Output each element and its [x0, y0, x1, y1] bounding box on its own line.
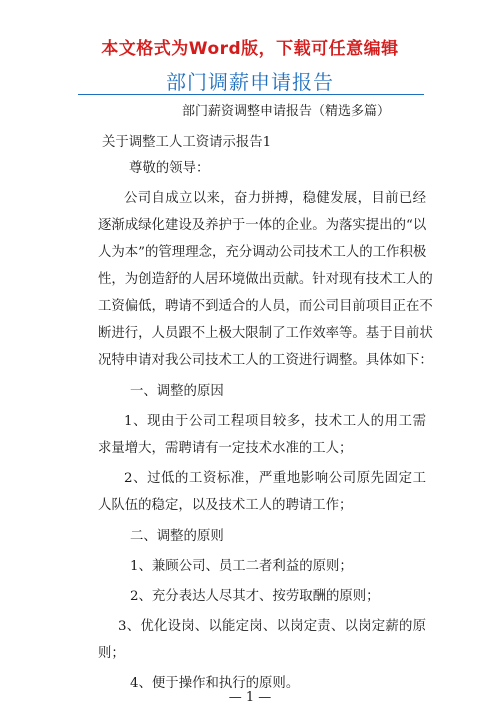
intro-line: 况特申请对我公司技术工人的工资进行调整。具体如下： — [98, 353, 433, 368]
title-underline — [78, 94, 424, 95]
list-item: 1、兼顾公司、员工二者利益的原则； — [130, 559, 353, 574]
list-item: 4、便于操作和执行的原则。 — [130, 676, 300, 691]
document-subtitle: 部门薪资调整申请报告（精选多篇） — [182, 104, 391, 119]
intro-line: 断进行，人员跟不上极大限制了工作效率等。基于目前状 — [98, 326, 433, 341]
list-item: 2、过低的工资标准，严重地影响公司原先固定工 — [124, 471, 426, 486]
document-title: 部门调薪申请报告 — [166, 70, 334, 94]
report-heading: 关于调整工人工资请示报告1 — [102, 135, 272, 150]
intro-line: 性，为创造舒的人居环境做出贡献。针对现有技术工人的 — [98, 272, 433, 287]
intro-line: 公司自成立以来，奋力拼搏，稳健发展，目前已经 — [124, 191, 426, 206]
list-item: 3、优化设岗、以能定岗、以岗定责、以岗定薪的原 — [118, 619, 426, 634]
list-item-continuation: 求量增大，需聘请有一定技术水准的工人； — [98, 441, 353, 456]
list-item: 2、充分表达人尽其才、按劳取酬的原则； — [130, 589, 380, 604]
page-number: — 1 — — [228, 690, 272, 705]
intro-line: 工资偏低，聘请不到适合的人员，而公司目前项目正在不 — [98, 299, 433, 314]
salutation: 尊敬的领导： — [129, 161, 210, 176]
list-item-continuation: 则； — [98, 646, 125, 661]
list-item: 1、现由于公司工程项目较多，技术工人的用工需 — [124, 414, 426, 429]
word-format-banner: 本文格式为Word版，下载可任意编辑 — [101, 39, 399, 59]
list-item-continuation: 人队伍的稳定，以及技术工人的聘请工作； — [98, 498, 353, 513]
intro-line: 逐渐成绿化建设及养护于一体的企业。为落实提出的“以 — [98, 218, 427, 233]
intro-line: 人为本”的管理理念，充分调动公司技术工人的工作积极 — [98, 245, 427, 260]
section-heading: 一、调整的原因 — [130, 384, 224, 399]
section-heading: 二、调整的原则 — [130, 529, 224, 544]
